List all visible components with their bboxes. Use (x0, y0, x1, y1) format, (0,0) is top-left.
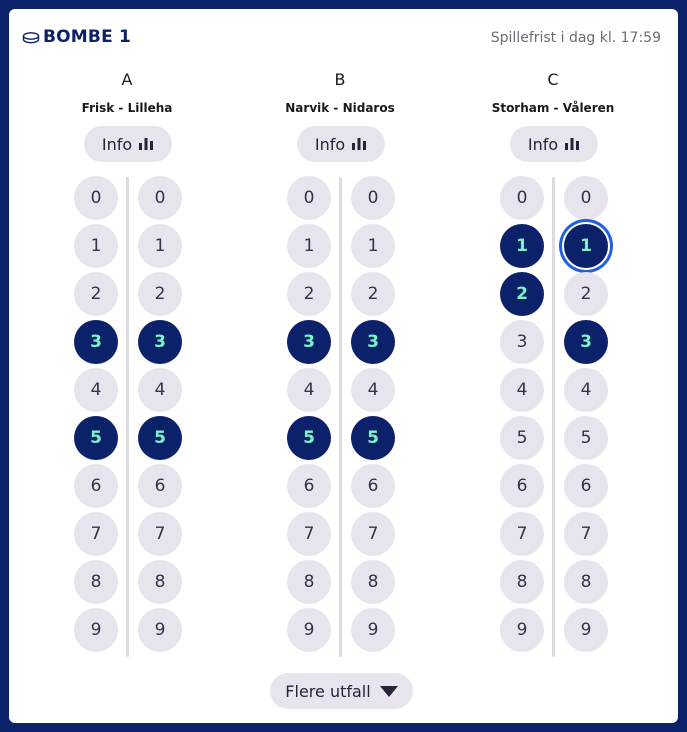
home-score-option[interactable]: 2 (287, 272, 331, 316)
away-score-option[interactable]: 7 (564, 512, 608, 556)
home-score-option[interactable]: 9 (74, 608, 118, 652)
coupon-header (9, 9, 678, 69)
away-score-option[interactable]: 7 (138, 512, 182, 556)
info-label: Info (314, 134, 346, 154)
coupon-title: BOMBE 1 (43, 27, 132, 47)
home-score-option[interactable]: 3 (287, 320, 331, 364)
home-score-option[interactable]: 0 (74, 176, 118, 220)
away-score-option[interactable]: 5 (138, 416, 182, 460)
score-divider (552, 177, 555, 657)
away-score-option[interactable]: 2 (564, 272, 608, 316)
home-score-option[interactable]: 4 (287, 368, 331, 412)
match-c (443, 69, 663, 723)
home-score-option[interactable]: 1 (74, 224, 118, 268)
home-score-option[interactable]: 8 (500, 560, 544, 604)
home-score-option[interactable]: 7 (74, 512, 118, 556)
score-divider (339, 177, 342, 657)
home-score-option[interactable]: 6 (74, 464, 118, 508)
home-score-option[interactable]: 9 (500, 608, 544, 652)
away-score-option[interactable]: 6 (564, 464, 608, 508)
bar-chart-icon (564, 137, 580, 151)
away-score-option[interactable]: 0 (351, 176, 395, 220)
info-label: Info (101, 134, 133, 154)
away-score-option[interactable]: 5 (564, 416, 608, 460)
home-score-option[interactable]: 0 (500, 176, 544, 220)
home-score-option[interactable]: 3 (74, 320, 118, 364)
home-score-option[interactable]: 5 (287, 416, 331, 460)
away-score-option[interactable]: 1 (564, 224, 608, 268)
home-score-option[interactable]: 1 (500, 224, 544, 268)
home-score-option[interactable]: 6 (500, 464, 544, 508)
away-score-option[interactable]: 4 (564, 368, 608, 412)
home-score-option[interactable]: 5 (74, 416, 118, 460)
away-score-option[interactable]: 2 (138, 272, 182, 316)
home-score-option[interactable]: 4 (500, 368, 544, 412)
home-score-option[interactable]: 7 (287, 512, 331, 556)
away-score-option[interactable]: 4 (351, 368, 395, 412)
away-score-option[interactable]: 0 (564, 176, 608, 220)
match-teams: Narvik - Nidaros (285, 101, 395, 115)
home-score-option[interactable]: 8 (74, 560, 118, 604)
away-score-option[interactable]: 8 (351, 560, 395, 604)
info-button[interactable] (297, 126, 385, 162)
away-score-option[interactable]: 6 (351, 464, 395, 508)
away-score-option[interactable]: 8 (564, 560, 608, 604)
home-score-option[interactable]: 6 (287, 464, 331, 508)
match-teams: Frisk - Lilleha (81, 101, 173, 115)
home-score-option[interactable]: 2 (74, 272, 118, 316)
home-score-option[interactable]: 9 (287, 608, 331, 652)
away-score-option[interactable]: 9 (351, 608, 395, 652)
score-divider (126, 177, 129, 657)
home-score-option[interactable]: 2 (500, 272, 544, 316)
info-button[interactable] (510, 126, 598, 162)
away-score-option[interactable]: 5 (351, 416, 395, 460)
puck-icon (22, 31, 40, 45)
away-score-option[interactable]: 1 (351, 224, 395, 268)
home-score-option[interactable]: 8 (287, 560, 331, 604)
home-score-option[interactable]: 7 (500, 512, 544, 556)
away-score-option[interactable]: 9 (564, 608, 608, 652)
home-score-option[interactable]: 3 (500, 320, 544, 364)
more-outcomes-button[interactable] (270, 673, 413, 709)
home-score-option[interactable]: 0 (287, 176, 331, 220)
match-a (17, 69, 237, 723)
home-score-option[interactable]: 1 (287, 224, 331, 268)
away-score-option[interactable]: 1 (138, 224, 182, 268)
away-score-option[interactable]: 6 (138, 464, 182, 508)
info-button[interactable] (84, 126, 172, 162)
home-score-option[interactable]: 5 (500, 416, 544, 460)
away-score-option[interactable]: 3 (138, 320, 182, 364)
away-score-option[interactable]: 3 (351, 320, 395, 364)
bar-chart-icon (351, 137, 367, 151)
more-outcomes-label: Flere utfall (285, 681, 371, 701)
match-letter: C (547, 70, 559, 89)
deadline-text: Spillefrist i dag kl. 17:59 (490, 30, 661, 46)
caret-down-icon (380, 686, 398, 697)
match-teams: Storham - Våleren (491, 101, 615, 115)
info-label: Info (527, 134, 559, 154)
match-letter: B (334, 70, 346, 89)
match-b (230, 69, 450, 723)
away-score-option[interactable]: 2 (351, 272, 395, 316)
coupon-card (9, 9, 678, 723)
away-score-option[interactable]: 8 (138, 560, 182, 604)
match-letter: A (121, 70, 133, 89)
away-score-option[interactable]: 7 (351, 512, 395, 556)
away-score-option[interactable]: 3 (564, 320, 608, 364)
bar-chart-icon (138, 137, 154, 151)
away-score-option[interactable]: 4 (138, 368, 182, 412)
away-score-option[interactable]: 0 (138, 176, 182, 220)
home-score-option[interactable]: 4 (74, 368, 118, 412)
away-score-option[interactable]: 9 (138, 608, 182, 652)
